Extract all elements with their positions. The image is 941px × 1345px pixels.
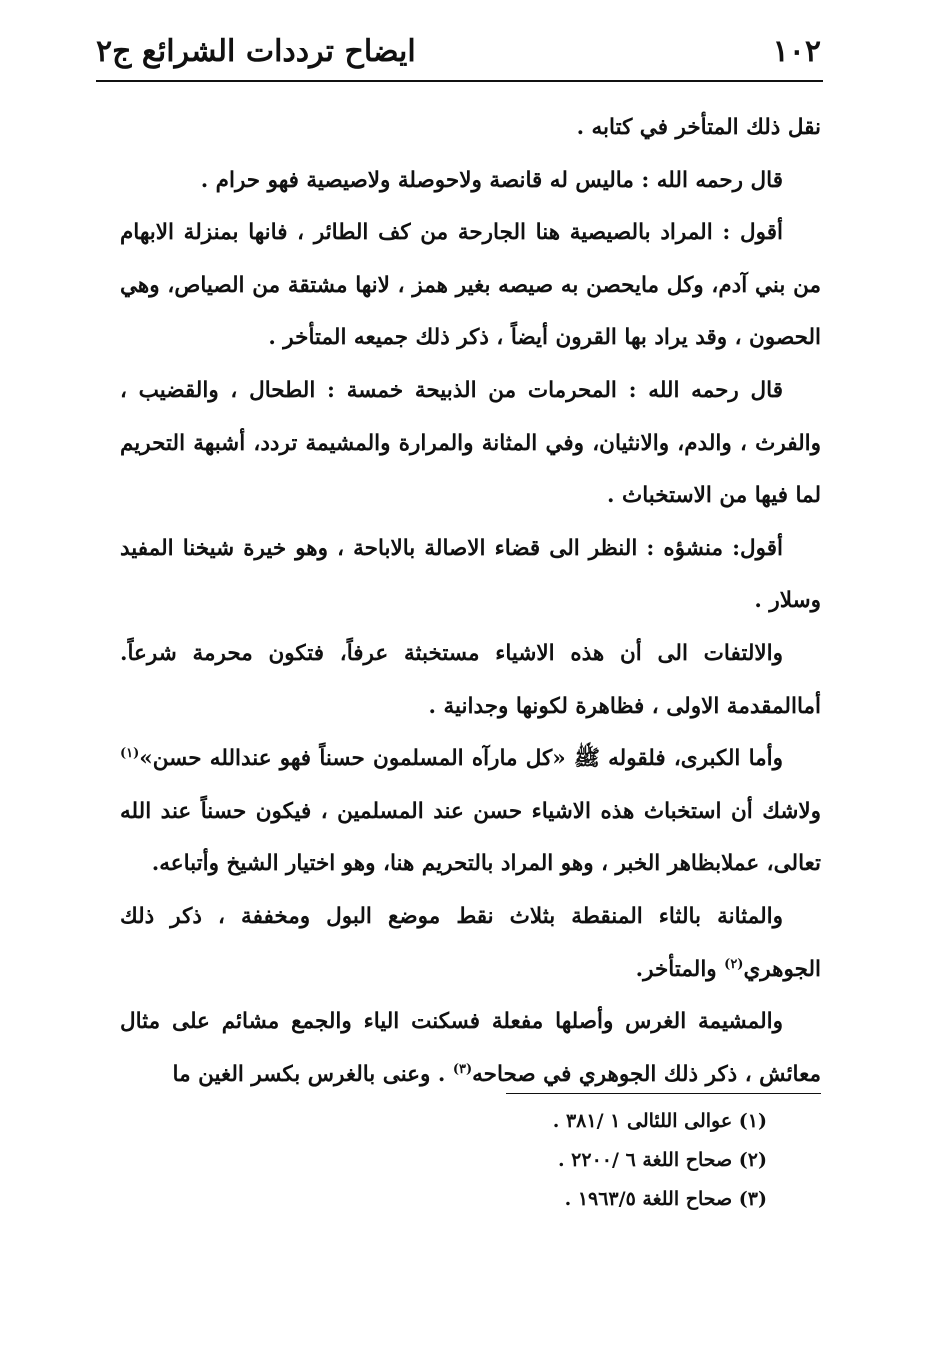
body-text: [120, 102, 821, 1101]
paragraph-9: والمشيمة الغرس وأصلها مفعلة فسكنت الياء والجمع مشائم على مثال معائش ، ذكر ذلك الجوهري في صحاحه$^{(٣)}$ . وعنى بالغرس بكسر الغين ما: [120, 1009, 821, 1087]
page-number: ١٠٢: [772, 33, 821, 69]
footnote-2: (٢) صحاح اللغة ٦ /٢٢٠٠ .: [557, 1149, 767, 1171]
footnote-ref-2[interactable]: (٢): [724, 956, 744, 972]
paragraph-4: قال رحمه الله : المحرمات من الذبيحة خمسة : الطحال ، والقضيب ، والفرث ، والدم، والانثيان، وفي المثانة والمرارة والمشيمة تردد، أشبهة التحريم لما فيها من الاستخباث .: [120, 377, 821, 509]
footnote-1: (١) عوالى اللئالى ١ /٣٨١ .: [552, 1110, 767, 1132]
footnote-ref-1[interactable]: (١): [120, 745, 140, 761]
paragraph-3: أقول : المراد بالصيصية هنا الجارحة من كف الطائر ، فانها بمنزلة الابهام من بني آدم، وكل مايحصن به صيصه بغير همز ، لانها مشتقة من الصياص، وهي الحصون ، وقد يراد بها القرون أيضاً ، ذكر ذلك جميعه المتأخر .: [120, 220, 821, 351]
page-header: [96, 30, 821, 72]
footnote-3: (٣) صحاح اللغة ١٩٦٣/٥ .: [564, 1188, 767, 1210]
header-rule: [96, 80, 823, 82]
footnote-rule: [506, 1093, 821, 1094]
running-title: ايضاح ترددات الشرائع ج٢: [96, 33, 416, 69]
paragraph-6: والالتفات الى أن هذه الاشياء مستخبثة عرفاً، فتكون محرمة شرعاً. أماالمقدمة الاولى ، فظاهرة لكونها وجدانية .: [120, 640, 821, 719]
paragraph-7: وأما الكبرى، فلقوله ﷺ «كل مارآه المسلمون حسناً فهو عندالله حسن»$^{(١)}$ ولاشك أن استخباث هذه الاشياء حسن عند المسلمين ، فيكون حسناً عند الله تعالى، عملابظاهر الخبر ، وهو المراد بالتحريم هنا، وهو اختيار الشيخ وأتباعه.: [120, 745, 821, 877]
paragraph-5: أقول: منشؤه : النظر الى قضاء الاصالة بالاباحة ، وهو خيرة شيخنا المفيد وسلار .: [120, 535, 821, 614]
paragraph-2: قال رحمه الله : ماليس له قانصة ولاحوصلة ولاصيصية فهو حرام .: [200, 167, 783, 193]
paragraph-8: والمثانة بالثاء المنقطة بثلاث نقط موضع البول ومخففة ، ذكر ذلك الجوهري$^{(٢)}$ والمتأخر.: [120, 903, 821, 982]
footnotes: [553, 1102, 767, 1219]
footnote-ref-3[interactable]: (٣): [452, 1061, 473, 1077]
paragraph-1: نقل ذلك المتأخر في كتابه .: [576, 115, 821, 140]
